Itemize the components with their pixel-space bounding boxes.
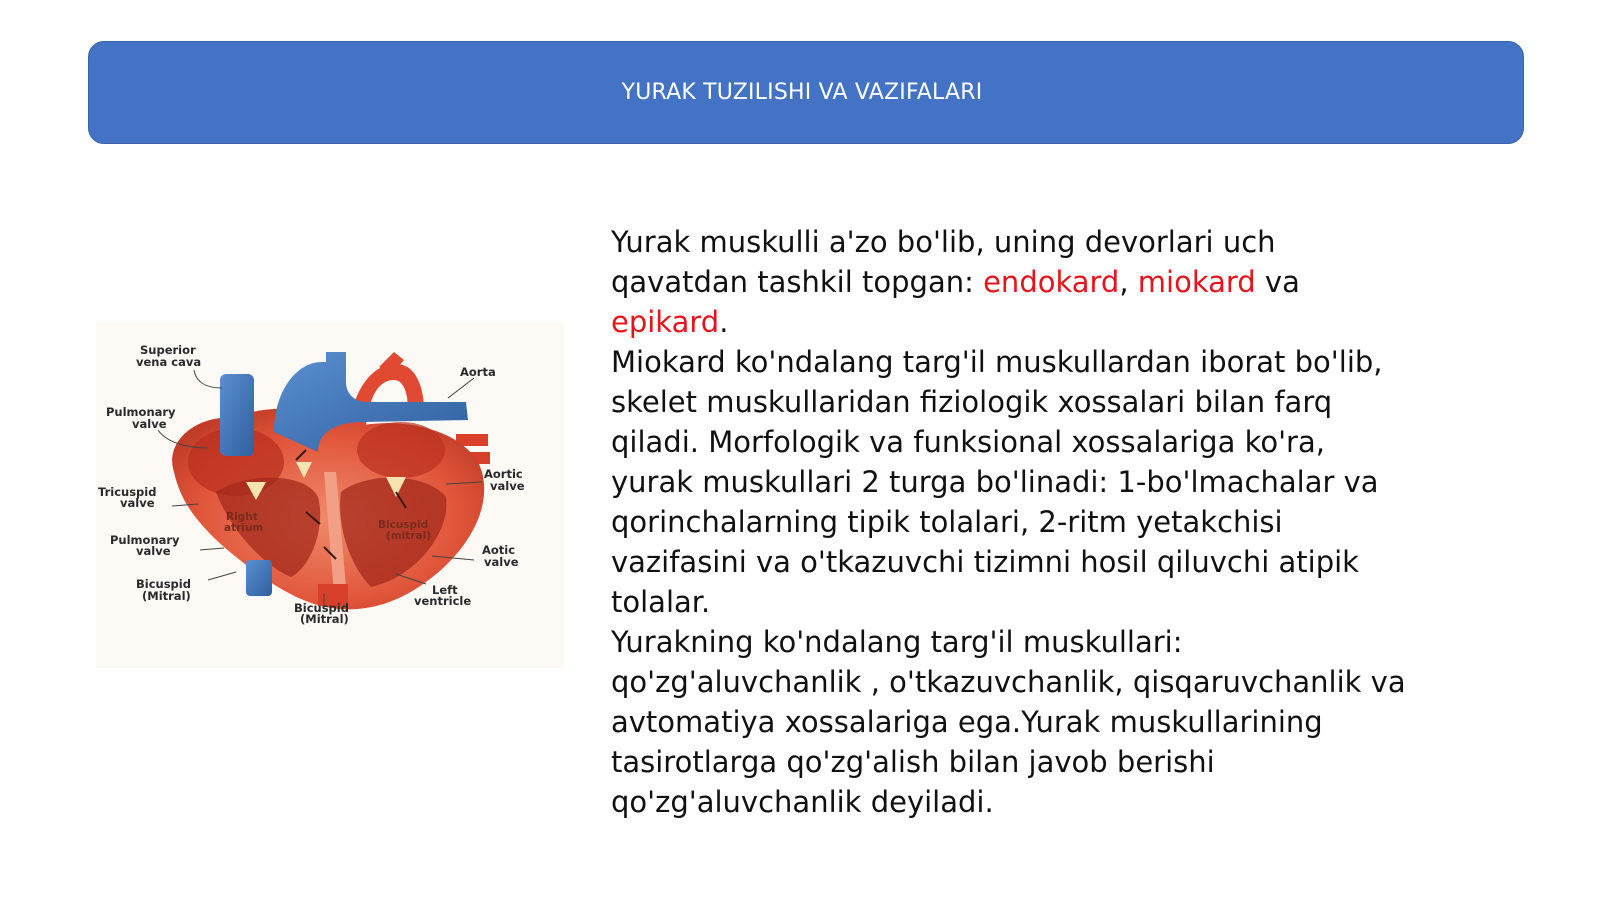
label-superior: Superior [140,343,196,357]
label-aorta: Aorta [460,365,496,379]
term-endokard: endokard [983,265,1120,299]
label-aortic-valve-b: valve [490,479,525,493]
leader-superior [194,370,222,388]
label-right-atrium-b: atrium [224,522,264,534]
label-bicuspid-left-a: Bicuspid [136,577,191,591]
label-bicuspid-left-b: (Mitral) [142,589,191,603]
label-pulmonary-valve-2b: valve [136,544,171,558]
label-pulmonary-valve-2a: Pulmonary [110,533,180,547]
term-miokard: miokard [1137,265,1256,299]
layers-intro: Yurak muskulli a'zo bo'lib, uning devorlari uch qavatdan tashkil topgan: [611,225,1276,299]
label-aortic-valve-a: Aortic [484,467,523,481]
paragraph-miokard: Miokard ko'ndalang targ'il muskullardan iborat bo'lib, skelet muskullaridan fiziologik xossalari bilan farq qiladi. Morfologik va funksional xossalariga ko'ra, yurak muskullari 2 turga bo'linadi: 1-bo'lmachalar va qorinchalarning tipik tolalari, 2-ritm yetakchisi vazifasini va o'tkazuvchi tizimni hosil qiluvchi atipik tolalar. [611,345,1383,619]
label-right-atrium-a: Right [226,511,258,523]
paragraph-layers [611,222,1411,342]
separator-2: va [1255,265,1300,299]
separator-1: , [1119,265,1138,299]
left-atrium-chamber [357,422,445,478]
label-left-ventricle-a: Left [432,583,458,597]
label-bicuspid-inner-b: (mitral) [386,530,432,542]
inferior-vena-cava [246,560,272,596]
label-aotic-valve-b: valve [484,555,519,569]
heart-diagram [96,322,564,668]
leader-bicuspid-left [208,572,236,580]
label-bicuspid-bottom-b: (Mitral) [300,612,349,626]
paragraph-properties: Yurakning ko'ndalang targ'il muskullari: qo'zg'aluvchanlik , o'tkazuvchanlik, qisqaruvchanlik va avtomatiya xossalariga ega.Yurak muskullarining tasirotlarga qo'zg'alish bilan javob berishi qo'zg'aluvchanlik deyiladi. [611,625,1406,819]
leader-pulmonary-2 [200,548,224,550]
label-pulmonary-valve-1b: valve [132,417,167,431]
label-bicuspid-inner-a: Bicuspid [378,519,429,531]
term-epikard: epikard [611,305,720,339]
label-pulmonary-valve-1a: Pulmonary [106,405,176,419]
label-bicuspid-bottom-a: Bicuspid [294,601,349,615]
label-vena-cava: vena cava [136,355,202,369]
slide-title: YURAK TUZILISHI VA VAZIFALARI [621,80,983,105]
title-bar [88,41,1524,144]
leader-aorta [448,378,474,398]
label-aotic-valve-a: Aotic [482,543,516,557]
body-text [611,222,1411,822]
label-tricuspid-a: Tricuspid [98,485,157,499]
label-left-ventricle-b: ventricle [414,594,472,608]
superior-vena-cava [220,374,254,456]
heart-illustration [96,322,564,668]
label-tricuspid-b: valve [120,496,155,510]
period: . [719,305,729,339]
